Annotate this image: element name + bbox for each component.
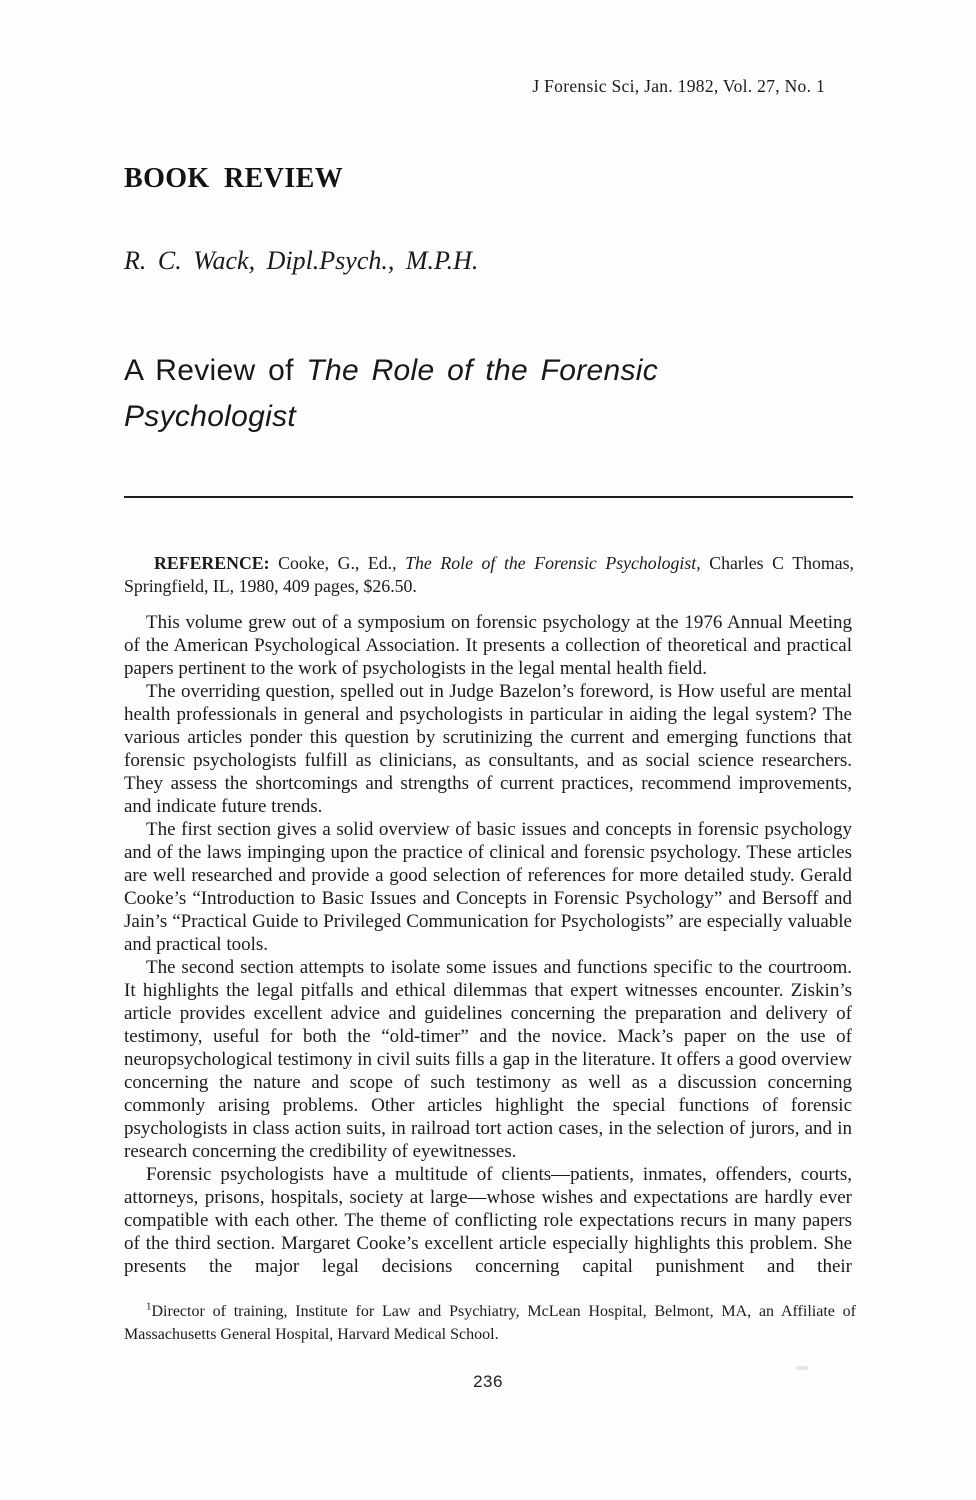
article-title (124, 348, 684, 440)
reference-citation-end: Charles C Thomas, Springfield, IL, 1980, 409 pages, $26.50. (124, 553, 854, 596)
body-paragraph: Forensic psychologists have a multitude of clients—patients, inmates, offenders, courts, attorneys, prisons, hospitals, society at large—whose wishes and expectations are hardly ever compatible with each other. The theme of conflicting role expectations recurs in many papers of the third section. Margaret Cooke’s excellent article especially highlights this problem. She presents the major legal decisions concerning capital punishment and their (124, 1164, 852, 1277)
article-title-prefix: A Review of (124, 354, 307, 387)
review-body (124, 611, 852, 1278)
scan-smudge-artifact (796, 1366, 808, 1370)
footnote-marker: 1 (146, 1300, 152, 1313)
author-byline: R. C. Wack, Dipl.Psych., M.P.H. (124, 246, 479, 275)
divider-rule (124, 496, 853, 498)
article-title-book-name: The Role of the Forensic Psychologist (124, 354, 659, 433)
reference-block (124, 552, 854, 598)
journal-running-head: J Forensic Sci, Jan. 1982, Vol. 27, No. 1 (532, 76, 825, 96)
footnote (124, 1300, 856, 1346)
reference-citation-start: Cooke, G., Ed., (278, 553, 406, 573)
body-paragraph: This volume grew out of a symposium on forensic psychology at the 1976 Annual Meeting of the American Psychological Association. It presents a collection of theoretical and practical papers pertinent to the work of psychologists in the legal mental health field. (124, 612, 852, 679)
body-paragraph: The second section attempts to isolate some issues and functions specific to the courtroom. It highlights the legal pitfalls and ethical dilemmas that expert witnesses encounter. Ziskin’s article provides excellent advice and guidelines concerning the preparation and delivery of testimony, useful for both the “old-timer” and the novice. Mack’s paper on the use of neuropsychological testimony in civil suits fills a gap in the literature. It offers a good overview concerning the nature and scope of such testimony as well as a discussion concerning commonly arising problems. Other articles highlight the special functions of forensic psychologists in class action suits, in railroad tort action cases, in the selection of jurors, and in research concerning the credibility of eyewitnesses. (124, 957, 852, 1162)
body-paragraph: The first section gives a solid overview of basic issues and concepts in forensic psychology and of the laws impinging upon the practice of clinical and forensic psychology. These articles are well researched and provide a good selection of references for more detailed study. Gerald Cooke’s “Introduction to Basic Issues and Concepts in Forensic Psychology” and Bersoff and Jain’s “Practical Guide to Privileged Communication for Psychologists” are especially valuable and practical tools. (124, 819, 852, 955)
body-paragraph: The overriding question, spelled out in Judge Bazelon’s foreword, is How useful are mental health professionals in general and psychologists in particular in aiding the legal system? The various articles ponder this question by scrutinizing the current and emerging functions that forensic psychologists fulfill as clinicians, as consultants, and as social science researchers. They assess the shortcomings and strengths of current practices, recommend improvements, and indicate future trends. (124, 681, 852, 817)
reference-label: REFERENCE: (154, 553, 270, 573)
page-number: 236 (473, 1372, 503, 1391)
reference-book-title: The Role of the Forensic Psychologist, (405, 553, 701, 573)
footnote-text: Director of training, Institute for Law and Psychiatry, McLean Hospital, Belmont, MA, an Affiliate of Massachusetts General Hospital, Harvard Medical School. (124, 1303, 856, 1343)
section-heading: BOOK REVIEW (124, 163, 344, 194)
